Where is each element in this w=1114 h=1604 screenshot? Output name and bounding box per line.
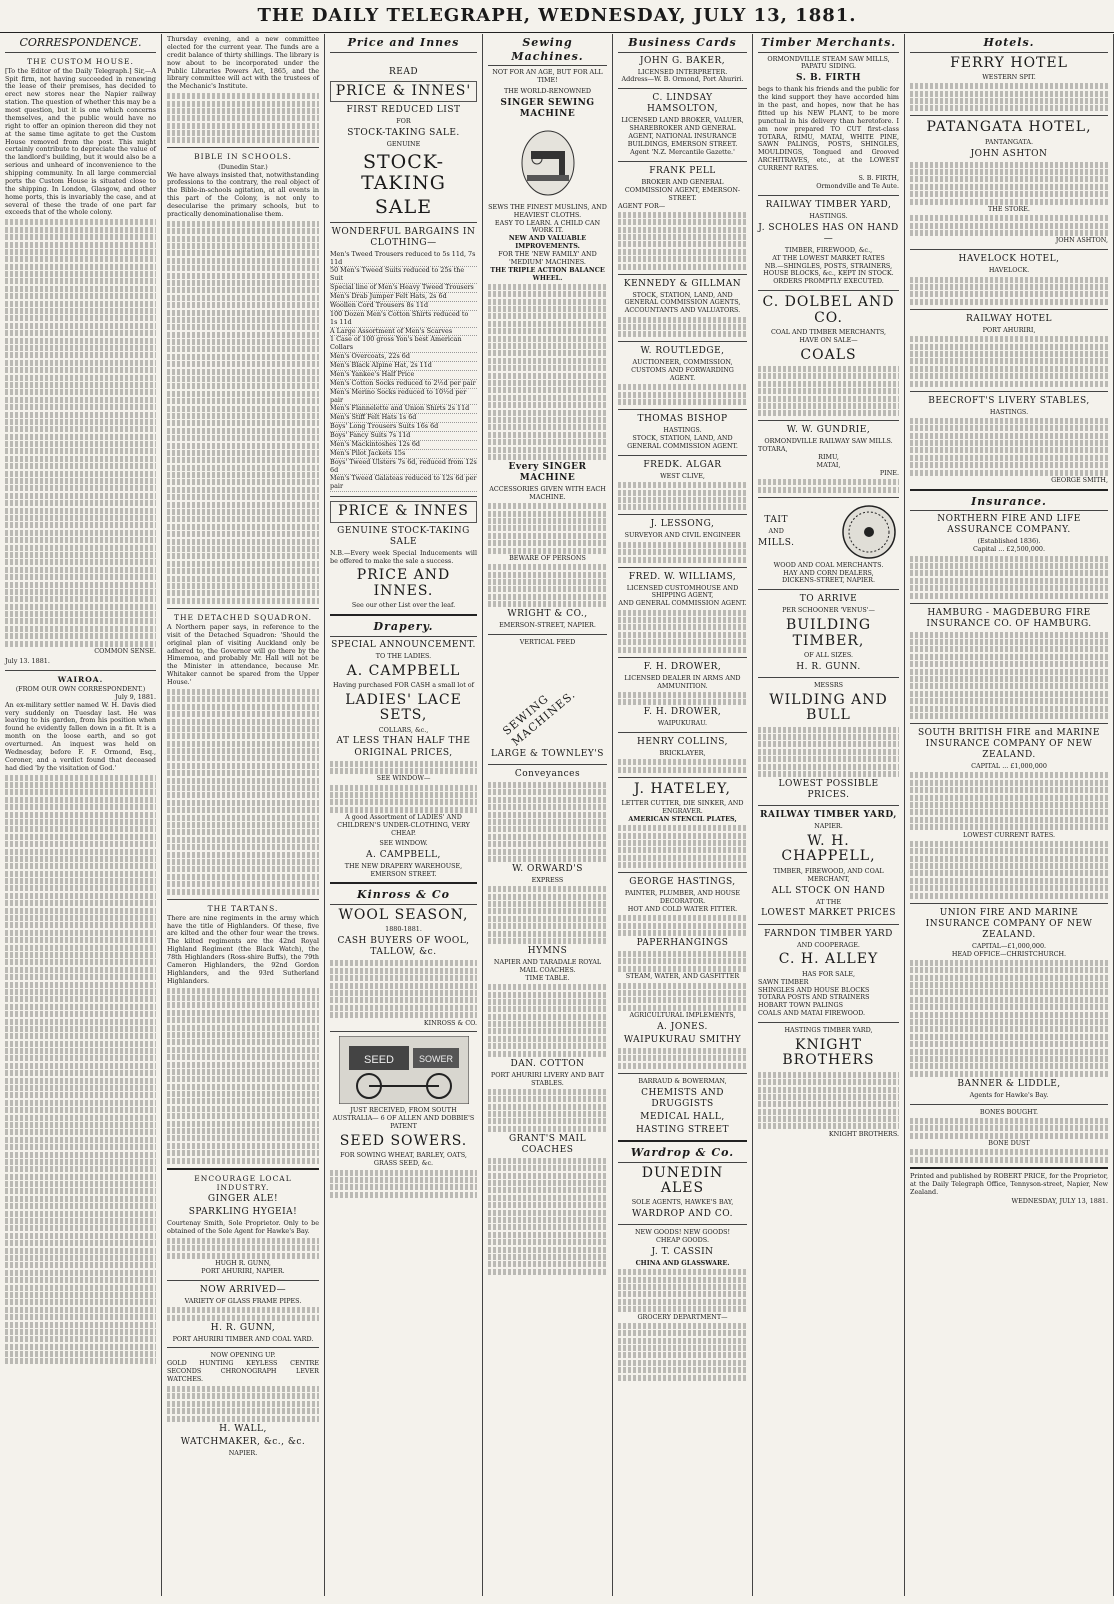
bargain-item: Men's Mackintoshes 12s 6d <box>330 441 477 450</box>
ad-text: AT THE <box>815 897 842 906</box>
ad-text: TIME TABLE. <box>525 973 570 982</box>
ad-text: PINE. <box>879 468 899 477</box>
ad-signature: KINROSS & CO. <box>423 1018 477 1027</box>
ad-heading: STOCK-TAKING SALE. <box>347 127 460 138</box>
ad-text: CHINA AND GLASSWARE. <box>635 1259 730 1268</box>
bargain-item: Woollen Cord Trousers 8s 11d <box>330 302 477 311</box>
ad-text: PANTANGATA. <box>985 137 1033 146</box>
ad-heading: STOCK-TAKING <box>361 150 446 194</box>
ad-text: LOWEST CURRENT RATES. <box>962 830 1056 839</box>
ad-name: KNIGHT BROTHERS <box>782 1036 875 1069</box>
bargain-item: Boys' Tweed Ulsters 7s 6d, reduced from 12s 6d <box>330 457 477 474</box>
ad-name: RAILWAY HOTEL <box>965 313 1053 324</box>
bargain-item: Men's Stiff Felt Hats 1s 6d <box>330 414 477 423</box>
ad-address: PORT AHURIRI TIMBER AND COAL YARD. <box>172 1334 314 1343</box>
ad-text: FOR <box>396 117 411 126</box>
ad-name: W. ROUTLEDGE, <box>640 346 725 357</box>
ad-address: EMERSON STREET. <box>370 869 437 878</box>
ad-text: HEAD OFFICE—CHRISTCHURCH. <box>951 949 1067 958</box>
ad-text: A good Assortment of LADIES' AND CHILDREN'S UNDER-CLOTHING, VERY CHEAP. <box>337 813 470 837</box>
ad-text: FOR THE 'NEW FAMILY' AND 'MEDIUM' MACHINES. <box>498 250 597 266</box>
article-date: July 9, 1881. <box>115 692 156 701</box>
ad-name: WILDING AND BULL <box>769 691 888 724</box>
ad-name: W. ORWARD'S <box>512 863 583 874</box>
ad-text: AT THE LOWEST MARKET RATES <box>772 253 885 262</box>
sawblade-illustration <box>839 502 899 562</box>
ad-name: WARDROP AND CO. <box>632 1209 733 1220</box>
ad-text: SHAREBROKER AND GENERAL AGENT, NATIONAL INSURANCE BUILDINGS, EMERSON STREET. <box>627 124 738 149</box>
ad-name: BARRAUD & BOWERMAN, <box>638 1076 727 1085</box>
ad-text: 1880-1881. <box>385 925 422 934</box>
ad-signature: KNIGHT BROTHERS. <box>828 1129 899 1138</box>
ad-text: PAINTER, PLUMBER, AND HOUSE DECORATOR. <box>624 889 741 906</box>
ad-text: MATAI, <box>816 461 841 470</box>
article-subtitle: (FROM OUR OWN CORRESPONDENT.) <box>15 684 146 693</box>
ad-text: MESSRS <box>813 680 844 689</box>
ad-name: TAIT <box>764 514 788 525</box>
ad-text: NAPIER AND TARADALE ROYAL MAIL COACHES. <box>493 958 602 974</box>
ad-name: A. CAMPBELL, <box>366 849 441 860</box>
ad-heading: HASTINGS TIMBER YARD, <box>784 1026 873 1035</box>
ad-heading: RAILWAY TIMBER YARD, <box>760 810 897 821</box>
ad-heading: PRICE & INNES' <box>330 81 477 102</box>
ad-text: WEST CLIVE, <box>660 471 705 480</box>
bargain-item: Boys' Fancy Suits 7s 11d <box>330 432 477 441</box>
ad-text: JUST RECEIVED, FROM SOUTH AUSTRALIA— 6 OF ALLEN AND DOBBIE'S PATENT <box>332 1106 475 1131</box>
sewing-machines-banner <box>488 647 607 747</box>
ad-text: AND COOPERAGE. <box>797 940 860 949</box>
ad-text: AUCTIONEER, COMMISSION, CUSTOMS AND FORWARDING AGENT. <box>631 358 734 383</box>
section-heading: Price and Innes <box>330 36 477 53</box>
ad-name: W. H. CHAPPELL, <box>781 832 876 865</box>
ad-heading: LOWEST POSSIBLE PRICES. <box>778 778 879 800</box>
ad-name: DAN. COTTON <box>510 1058 585 1069</box>
ad-heading: PRICE AND INNES. <box>356 567 451 599</box>
ad-text: Courtenay Smith, Sole Proprietor. Only to be obtained of the Sole Agent for Hawke's Bay. <box>167 1219 319 1236</box>
column-correspondence <box>0 34 162 1596</box>
bargain-item: Men's Flannelette and Union Shirts 2s 11d <box>330 405 477 414</box>
bargain-item: Men's Overcoats, 22s 6d <box>330 353 477 362</box>
ad-text: RIMU, <box>818 453 839 462</box>
ad-text: GENUINE <box>386 139 421 148</box>
bargain-item: 50 Men's Tweed Suits reduced to 25s the Suit <box>330 267 477 284</box>
ad-text: READ <box>388 66 419 77</box>
ad-text: PORT AHURIRI LIVERY AND BAIT STABLES. <box>490 1070 605 1087</box>
ad-name: BEECROFT'S LIVERY STABLES, <box>928 395 1090 406</box>
ad-name: F. H. DROWER, <box>643 707 722 718</box>
ad-heading: WAIPUKURAU SMITHY <box>623 1035 742 1046</box>
ad-name: W. W. GUNDRIE, <box>786 425 871 436</box>
ad-text: TO THE LADIES. <box>375 651 432 660</box>
ad-heading: SEED SOWERS. <box>339 1133 468 1150</box>
ad-name: HAVELOCK HOTEL, <box>958 254 1060 265</box>
article-title: THE DETACHED SQUADRON. <box>173 612 313 622</box>
signoff: COMMON SENSE. <box>94 647 156 656</box>
ad-name: PATANGATA HOTEL, <box>926 119 1092 136</box>
ad-name: FRED. W. WILLIAMS, <box>628 571 737 582</box>
date: July 13. 1881. <box>5 656 50 665</box>
ad-text: EXPRESS <box>531 876 564 885</box>
ad-heading: GRANT'S MAIL COACHES <box>508 1133 587 1155</box>
ad-text: TIMBER, FIREWOOD, AND COAL MERCHANT, <box>773 866 884 883</box>
article-text: [To the Editor of the Daily Telegraph.] Sir,—A Spit firm, not having succeeded in renewing the lease of their premises, has decided to erect new stores near the Napier railway station. The question of whether this may be a most question, but it is one which concerns themselves, and the public would have no right to offer an opinion thereon did they not at the same time agitate to get the Custom House removed from the post. This might certainly contribute to depreciate the value of the landlord's building, but it would also be a serious and unheard of inconvenience to the shipping community. In all large commercial ports the Custom House is situated close to the shipping. In London, Glasgow, and other home ports, this is invariably the case, and at several of these the trade of one part far exceeds that of the whole colony. <box>5 66 156 217</box>
ad-heading: WATCHMAKER, &c., &c. <box>180 1436 306 1447</box>
column-business-cards <box>613 34 753 1596</box>
column-hotels-insurance <box>905 34 1114 1596</box>
tait-left <box>758 513 794 551</box>
ad-text: begs to thank his friends and the public for the kind support they have accorded him in the past, and hopes, now that he has fitted up his NEW PLANT, to be more punctual in his delivery than heretofore. I am now prepared TO CUT first-class TOTARA, RIMU, MATAI, WHITE PINE, SAWN PALINGS, POSTS, SHINGLES, MOULDINGS, Tongued and Grooved ARCHITRAVES, etc., at the LOWEST CURRENT RATES. <box>758 85 899 173</box>
bargain-item: Men's Pilot Jackets 15s <box>330 450 477 459</box>
ad-text: HASTINGS. <box>809 211 848 220</box>
ad-text: HOT AND COLD WATER FITTER. <box>627 904 738 913</box>
ad-title: ENCOURAGE LOCAL INDUSTRY. <box>194 1173 292 1192</box>
tait-ad <box>758 502 899 562</box>
ad-text: CAPITAL ... £1,000,000 <box>971 762 1047 771</box>
seed-sower-illustration <box>339 1036 469 1104</box>
ad-heading: PRICE & INNES <box>330 501 477 522</box>
ad-text: GOLD HUNTING KEYLESS CENTRE SECONDS CHRONOGRAPH LEVER WATCHES. <box>167 1359 319 1384</box>
ad-heading: BONES BOUGHT. <box>979 1107 1039 1116</box>
ad-heading: CHEMISTS AND DRUGGISTS <box>641 1087 724 1109</box>
ad-heading: CHEAP GOODS. <box>656 1236 709 1245</box>
bargain-item: A Large Assortment of Men's Scarves <box>330 328 477 337</box>
bargain-item: Boys' Long Trousers Suits 16s 6d <box>330 423 477 432</box>
ad-text: OF ALL SIZES. <box>803 650 854 659</box>
ad-text: LICENSED INTERPRETER. <box>637 67 728 76</box>
ad-name: JOHN G. BAKER, <box>639 55 726 66</box>
section-heading: Timber Merchants. <box>758 36 899 53</box>
ad-name: J. T. CASSIN <box>651 1246 714 1257</box>
ad-text: EASY TO LEARN. A CHILD CAN WORK IT. <box>494 218 601 235</box>
ad-text: Having purchased FOR CASH a small lot of <box>332 680 475 689</box>
ad-name: HUGH R. GUNN, <box>215 1259 271 1268</box>
ad-text: BROKER AND GENERAL COMMISSION AGENT, EMERSON-STREET. <box>624 177 741 202</box>
article-source: (Dunedin Star.) <box>218 162 268 171</box>
ad-text: AGENT FOR— <box>618 201 666 210</box>
ad-text: NOT FOR AN AGE, BUT FOR ALL TIME! <box>492 68 603 84</box>
ad-text: LICENSED LAND BROKER, VALUER, <box>621 116 744 125</box>
ad-text: BEWARE OF PERSONS <box>509 553 586 562</box>
ad-heading: NOW ARRIVED— <box>199 1284 287 1295</box>
ad-text: COAL AND TIMBER MERCHANTS, <box>770 327 887 336</box>
bargain-item: Men's Yankee's Half Price <box>330 371 477 380</box>
ad-heading: GINGER ALE! <box>207 1194 279 1205</box>
ad-text: VERTICAL FEED <box>519 638 576 647</box>
ad-text: HAVELOCK. <box>988 266 1030 275</box>
ad-heading: LARGE & TOWNLEY'S <box>491 748 604 759</box>
ad-text: AND <box>768 526 784 535</box>
ad-name: HYMNS <box>527 946 568 957</box>
ad-text: HAY AND CORN DEALERS, <box>783 568 874 577</box>
ad-address: EMERSON-STREET, NAPIER. <box>499 621 596 630</box>
ad-name: A. CAMPBELL <box>346 662 461 679</box>
ad-name: UNION FIRE AND MARINE INSURANCE COMPANY OF NEW ZEALAND. <box>925 907 1093 940</box>
column-news <box>162 34 325 1596</box>
ad-heading: PAPERHANGINGS <box>636 938 729 949</box>
ad-signature: S. B. FIRTH, <box>858 173 899 182</box>
ad-text: TIMBER, FIREWOOD, &c., <box>784 245 873 254</box>
ad-name: C. LINDSAY HAMSOLTON, <box>647 93 718 115</box>
imprint-date: WEDNESDAY, JULY 13, 1881. <box>1011 1197 1108 1206</box>
ad-text: HAVE ON SALE— <box>799 335 858 344</box>
masthead: THE DAILY TELEGRAPH, WEDNESDAY, JULY 13, 1881. <box>0 0 1114 33</box>
ad-text: HASTINGS. <box>989 407 1029 416</box>
column-timber-merchants <box>753 34 905 1596</box>
bargain-item: Men's Tweed Galateas reduced to 12s 6d per pair <box>330 474 477 491</box>
ad-text: CAPITAL—£1,000,000. <box>971 941 1047 950</box>
ad-name: KENNEDY & GILLMAN <box>623 278 742 289</box>
ad-text: PER SCHOONER 'VENUS'— <box>782 606 875 615</box>
section-heading: Hotels. <box>910 36 1108 53</box>
ad-heading: FARNDON TIMBER YARD <box>764 928 893 939</box>
diagonal-heading: SEWING MACHINES. <box>500 687 578 749</box>
ad-text: LETTER CUTTER, DIE SINKER, AND ENGRAVER. <box>621 799 744 816</box>
article-title: THE CUSTOM HOUSE. <box>27 56 134 66</box>
ad-text: STEAM, WATER, AND GASFITTER <box>625 972 740 981</box>
ad-heading: NOW OPENING UP. <box>210 1351 276 1360</box>
ad-heading: NEW GOODS! NEW GOODS! <box>634 1228 731 1237</box>
ad-text: SEE WINDOW— <box>376 774 431 783</box>
ad-heading: BONE DUST <box>988 1139 1030 1148</box>
ad-heading: FIRST REDUCED LIST <box>346 104 461 115</box>
ad-text: NAPIER. <box>814 822 843 831</box>
ad-text: HOBART TOWN PALINGS <box>758 1001 843 1010</box>
ad-text: HASTINGS. <box>663 426 702 435</box>
bargain-item: Special line of Men's Heavy Tweed Trousers <box>330 284 477 293</box>
ad-text: N.B.—Every week Special Inducements will be offered to make the sale a success. <box>330 548 477 565</box>
ad-text: THE NEW DRAPERY WAREHOUSE, <box>344 861 463 870</box>
ad-heading: AT LESS THAN HALF THE ORIGINAL PRICES, <box>336 736 471 758</box>
ad-name: HAMBURG - MAGDEBURG FIRE INSURANCE CO. OF HAMBURG. <box>926 607 1092 629</box>
ad-heading: SINGER SEWING MACHINE <box>500 97 595 119</box>
ad-heading: LOWEST MARKET PRICES <box>761 908 896 919</box>
article-title: THE TARTANS. <box>207 903 279 913</box>
ad-heading: COALS <box>800 346 857 363</box>
ad-text: ACCESSORIES GIVEN WITH EACH MACHINE. <box>489 485 606 501</box>
ad-text: COALS AND MATAI FIREWOOD. <box>758 1009 866 1018</box>
section-heading: Insurance. <box>910 495 1108 512</box>
article-text: There are nine regiments in the army which have the title of Highlanders. Of these, five are kilted and the other four wear the trews. The kilted regiments are the 42nd Royal Highland Regiment (the Black Watch), the 78th Highlanders (Ross-shire Buffs), the 79th Cameron Highlanders, the 92nd Gordon Highlanders, and the 93rd Sutherland Highlanders. <box>167 913 319 985</box>
ad-text: THE TRIPLE ACTION BALANCE WHEEL. <box>490 265 605 282</box>
ad-text: PORT AHURIRI, <box>982 325 1036 334</box>
ad-text: SEE WINDOW. <box>379 838 428 847</box>
ad-text: See our other List over the leaf. <box>351 601 456 610</box>
ad-heading: ALL STOCK ON HAND <box>771 885 886 896</box>
article-text: An ex-military settler named W. H. Davis died very suddenly on Tuesday last. He was leaving to his garden, from his position when found he evidently fallen down in a fit. It is a month on the loose earth, and so got overturned. An inquest was held on Wednesday, before F. F. Ormond, Esq., Coroner, and a verdict found that deceased had died 'by the visitation of God.' <box>5 700 156 772</box>
ad-text: SURVEYOR AND CIVIL ENGINEER <box>624 531 741 540</box>
ad-text: ORMONDVILLE RAILWAY SAW MILLS. <box>764 437 893 446</box>
ad-name: H. R. GUNN. <box>796 661 861 672</box>
ad-text: SOLE AGENTS, HAWKE'S BAY, <box>631 1198 734 1207</box>
ad-text: ORDERS PROMPTLY EXECUTED. <box>773 277 884 286</box>
section-heading: Wardrop & Co. <box>618 1146 747 1163</box>
ad-text: COLLARS, &c., <box>378 725 429 734</box>
section-heading: Sewing Machines. <box>488 36 607 66</box>
bargain-item: 1 Case of 100 gross Yon's best American Collars <box>330 336 477 353</box>
ad-heading: GENUINE STOCK-TAKING SALE <box>337 525 470 547</box>
ad-text: SHINGLES AND HOUSE BLOCKS <box>758 985 870 994</box>
ad-heading: ORMONDVILLE STEAM SAW MILLS, PAPATU SIDING. <box>767 54 890 71</box>
section-heading: Conveyances <box>514 769 581 779</box>
ad-text: WAIPUKURAU. <box>657 719 708 728</box>
bargain-item: Men's Black Alpine Hat, 2s 11d <box>330 362 477 371</box>
ad-heading: SALE <box>374 195 433 218</box>
ad-heading: BUILDING TIMBER, <box>785 617 872 649</box>
article-text: We have always insisted that, notwithstanding professions to the contrary, the real object of the Bible-in-schools agitation, at all events in this part of the Colony, is not only to desecularise the primary schools, but to practically denominationalise them. <box>167 170 319 218</box>
ad-heading: WONDERFUL BARGAINS IN CLOTHING— <box>331 226 476 248</box>
sewing-machine-illustration <box>513 123 583 201</box>
ad-text: Capital ... £2,500,000. <box>972 545 1046 554</box>
bargain-item: Men's Merino Socks reduced to 10½d per pair <box>330 389 477 406</box>
ad-address: NAPIER. <box>228 1448 258 1457</box>
ad-name: SOUTH BRITISH FIRE and MARINE INSURANCE COMPANY OF NEW ZEALAND. <box>917 727 1100 761</box>
ad-name: FRANK PELL <box>649 165 716 176</box>
ad-text: Agents for Hawke's Bay. <box>969 1090 1049 1099</box>
bargain-item: Men's Tweed Trousers reduced to 5s 11d, 7s 11d <box>330 249 476 266</box>
ad-name: C. H. ALLEY <box>778 951 879 968</box>
imprint: Printed and published by ROBERT PRICE, for the Proprietor, at the Daily Telegraph Office, Tennyson-street, Napier, New Zealand. <box>910 1171 1108 1196</box>
ad-text: THE STORE. <box>988 205 1030 214</box>
section-heading: CORRESPONDENCE. <box>5 36 156 53</box>
ad-name: BANNER & LIDDLE, <box>957 1078 1061 1089</box>
ad-heading: Every SINGER MACHINE <box>508 461 587 483</box>
ad-name: C. DOLBEL AND CO. <box>762 294 895 326</box>
article-title: WAIROA. <box>57 674 104 684</box>
ad-name: FERRY HOTEL <box>950 54 1068 71</box>
ad-text: AMERICAN STENCIL PLATES, <box>628 814 737 823</box>
ad-name: JOHN ASHTON <box>970 148 1048 159</box>
ad-text: AND GENERAL COMMISSION AGENT. <box>618 599 747 608</box>
section-heading: Kinross & Co <box>330 888 477 905</box>
ad-text: MILLS. <box>758 537 795 548</box>
bargain-list <box>330 251 477 493</box>
ad-address: Ormondville and Te Aute. <box>816 181 899 190</box>
svg-text:SOWER: SOWER <box>418 1054 453 1065</box>
ad-text: HAS FOR SALE, <box>801 969 856 978</box>
section-heading: Drapery. <box>330 620 477 637</box>
ad-text: FOR SOWING WHEAT, BARLEY, OATS, GRASS SEED, &c. <box>340 1151 467 1168</box>
article-text: A Northern paper says, in reference to the visit of the Detached Squadron: 'Should the original plan of visiting Auckland only be adhered to, the Governor will go there by the Himemoa, and probably Mr. Hall will not be the Minister in attendance, because Mr. Whitaker cannot be spared from the Upper House.' <box>167 622 319 687</box>
ad-heading: TO ARRIVE <box>799 594 858 605</box>
ad-text: THE WORLD-RENOWNED <box>503 86 592 95</box>
ad-name: NORTHERN FIRE AND LIFE ASSURANCE COMPANY. <box>937 514 1081 536</box>
ad-name: GEORGE HASTINGS, <box>629 877 736 888</box>
ad-name: WRIGHT & CO., <box>507 609 588 620</box>
ad-heading: GROCERY DEPARTMENT— <box>637 1312 728 1321</box>
ad-heading: RAILWAY TIMBER YARD, <box>765 199 892 210</box>
ad-name: S. B. FIRTH <box>796 73 861 84</box>
ad-text: SEWS THE FINEST MUSLINS, AND HEAVIEST CLOTHS. <box>488 202 607 219</box>
bargain-item: 100 Dozen Men's Cotton Shirts reduced to 1s 11d <box>330 311 477 328</box>
bargain-item: Men's Drab Jumper Felt Hats, 2s 6d <box>330 293 477 302</box>
ad-text: AGRICULTURAL IMPLEMENTS, <box>629 1011 736 1020</box>
ad-text: STOCK, STATION, LAND, AND GENERAL COMMISSION AGENTS, ACCOUNTANTS AND VALUATORS. <box>624 290 741 315</box>
ad-name: J. LESSONG, <box>650 519 715 530</box>
ad-heading: WOOL SEASON, <box>338 907 469 923</box>
ad-address: Address—W. B. Ormond, Port Ahuriri. <box>621 75 744 84</box>
column-sewing-machines <box>483 34 613 1596</box>
ad-signature: GEORGE SMITH, <box>1051 475 1108 484</box>
svg-text:SEED: SEED <box>363 1054 394 1067</box>
ad-text: TOTARA, <box>758 445 788 454</box>
ad-text: LICENSED DEALER IN ARMS AND AMMUNITION. <box>624 673 741 690</box>
ad-heading: SPECIAL ANNOUNCEMENT. <box>331 639 476 650</box>
ad-signature: JOHN ASHTON, <box>1055 236 1108 245</box>
ad-text: NEW AND VALUABLE IMPROVEMENTS. <box>508 234 587 251</box>
ad-heading: MEDICAL HALL, <box>640 1111 725 1122</box>
ad-text: WOOD AND COAL MERCHANTS. <box>773 560 884 569</box>
ad-name: FREDK. ALGAR <box>643 459 722 470</box>
ad-name: THOMAS BISHOP <box>637 414 728 425</box>
ad-address: DICKENS-STREET, NAPIER. <box>781 576 876 585</box>
ad-text: WESTERN SPIT. <box>982 72 1036 81</box>
ad-text: (Established 1836). <box>977 537 1041 546</box>
ad-text: VARIETY OF GLASS FRAME PIPES. <box>184 1296 302 1305</box>
ad-name: A. JONES. <box>657 1021 708 1032</box>
bargain-item: Men's Cotton Socks reduced to 2½d per pair <box>330 378 476 387</box>
ad-name: H. R. GUNN, <box>210 1322 276 1333</box>
ad-text: LICENSED CUSTOMHOUSE AND SHIPPING AGENT, <box>626 583 739 600</box>
ad-name: J. SCHOLES HAS ON HAND— <box>758 222 899 244</box>
ad-text: Agent 'N.Z. Mercantile Gazette.' <box>630 147 735 156</box>
ad-heading: LADIES' LACE SETS, <box>345 691 462 724</box>
ad-text: STOCK, STATION, LAND, AND GENERAL COMMISSION AGENT. <box>627 434 738 451</box>
ad-name: H. WALL, <box>219 1423 267 1434</box>
ad-text: BRICKLAYER, <box>659 749 706 758</box>
ad-text: NB.—SHINGLES, POSTS, STRAINERS, HOUSE BLOCKS, &c., KEPT IN STOCK. <box>763 261 894 278</box>
ad-name: F. H. DROWER, <box>643 661 722 672</box>
section-heading: Business Cards <box>618 36 747 53</box>
ad-text: TOTARA POSTS AND STRAINERS <box>758 993 870 1002</box>
article-text: Thursday evening, and a new committee elected for the current year. The funds are a credit balance of thirty shillings. The library is now about to be incorporated under the Public Libraries Powers Act, 1865, and the library committee will act with the trustees of the Mechanic's Institute. <box>167 35 319 91</box>
ad-address: HASTING STREET <box>635 1124 730 1135</box>
ad-name: HENRY COLLINS, <box>637 737 728 748</box>
ad-text: SAWN TIMBER <box>758 977 809 986</box>
ad-heading: CASH BUYERS OF WOOL, TALLOW, &c. <box>337 936 470 958</box>
column-price-innes <box>325 34 483 1596</box>
ad-address: PORT AHURIRI, NAPIER. <box>201 1266 285 1275</box>
ad-heading: SPARKLING HYGEIA! <box>188 1207 298 1218</box>
article-title: BIBLE IN SCHOOLS. <box>194 152 292 162</box>
ad-name: J. HATELEY, <box>634 780 731 797</box>
ad-heading: DUNEDIN ALES <box>641 1164 724 1196</box>
